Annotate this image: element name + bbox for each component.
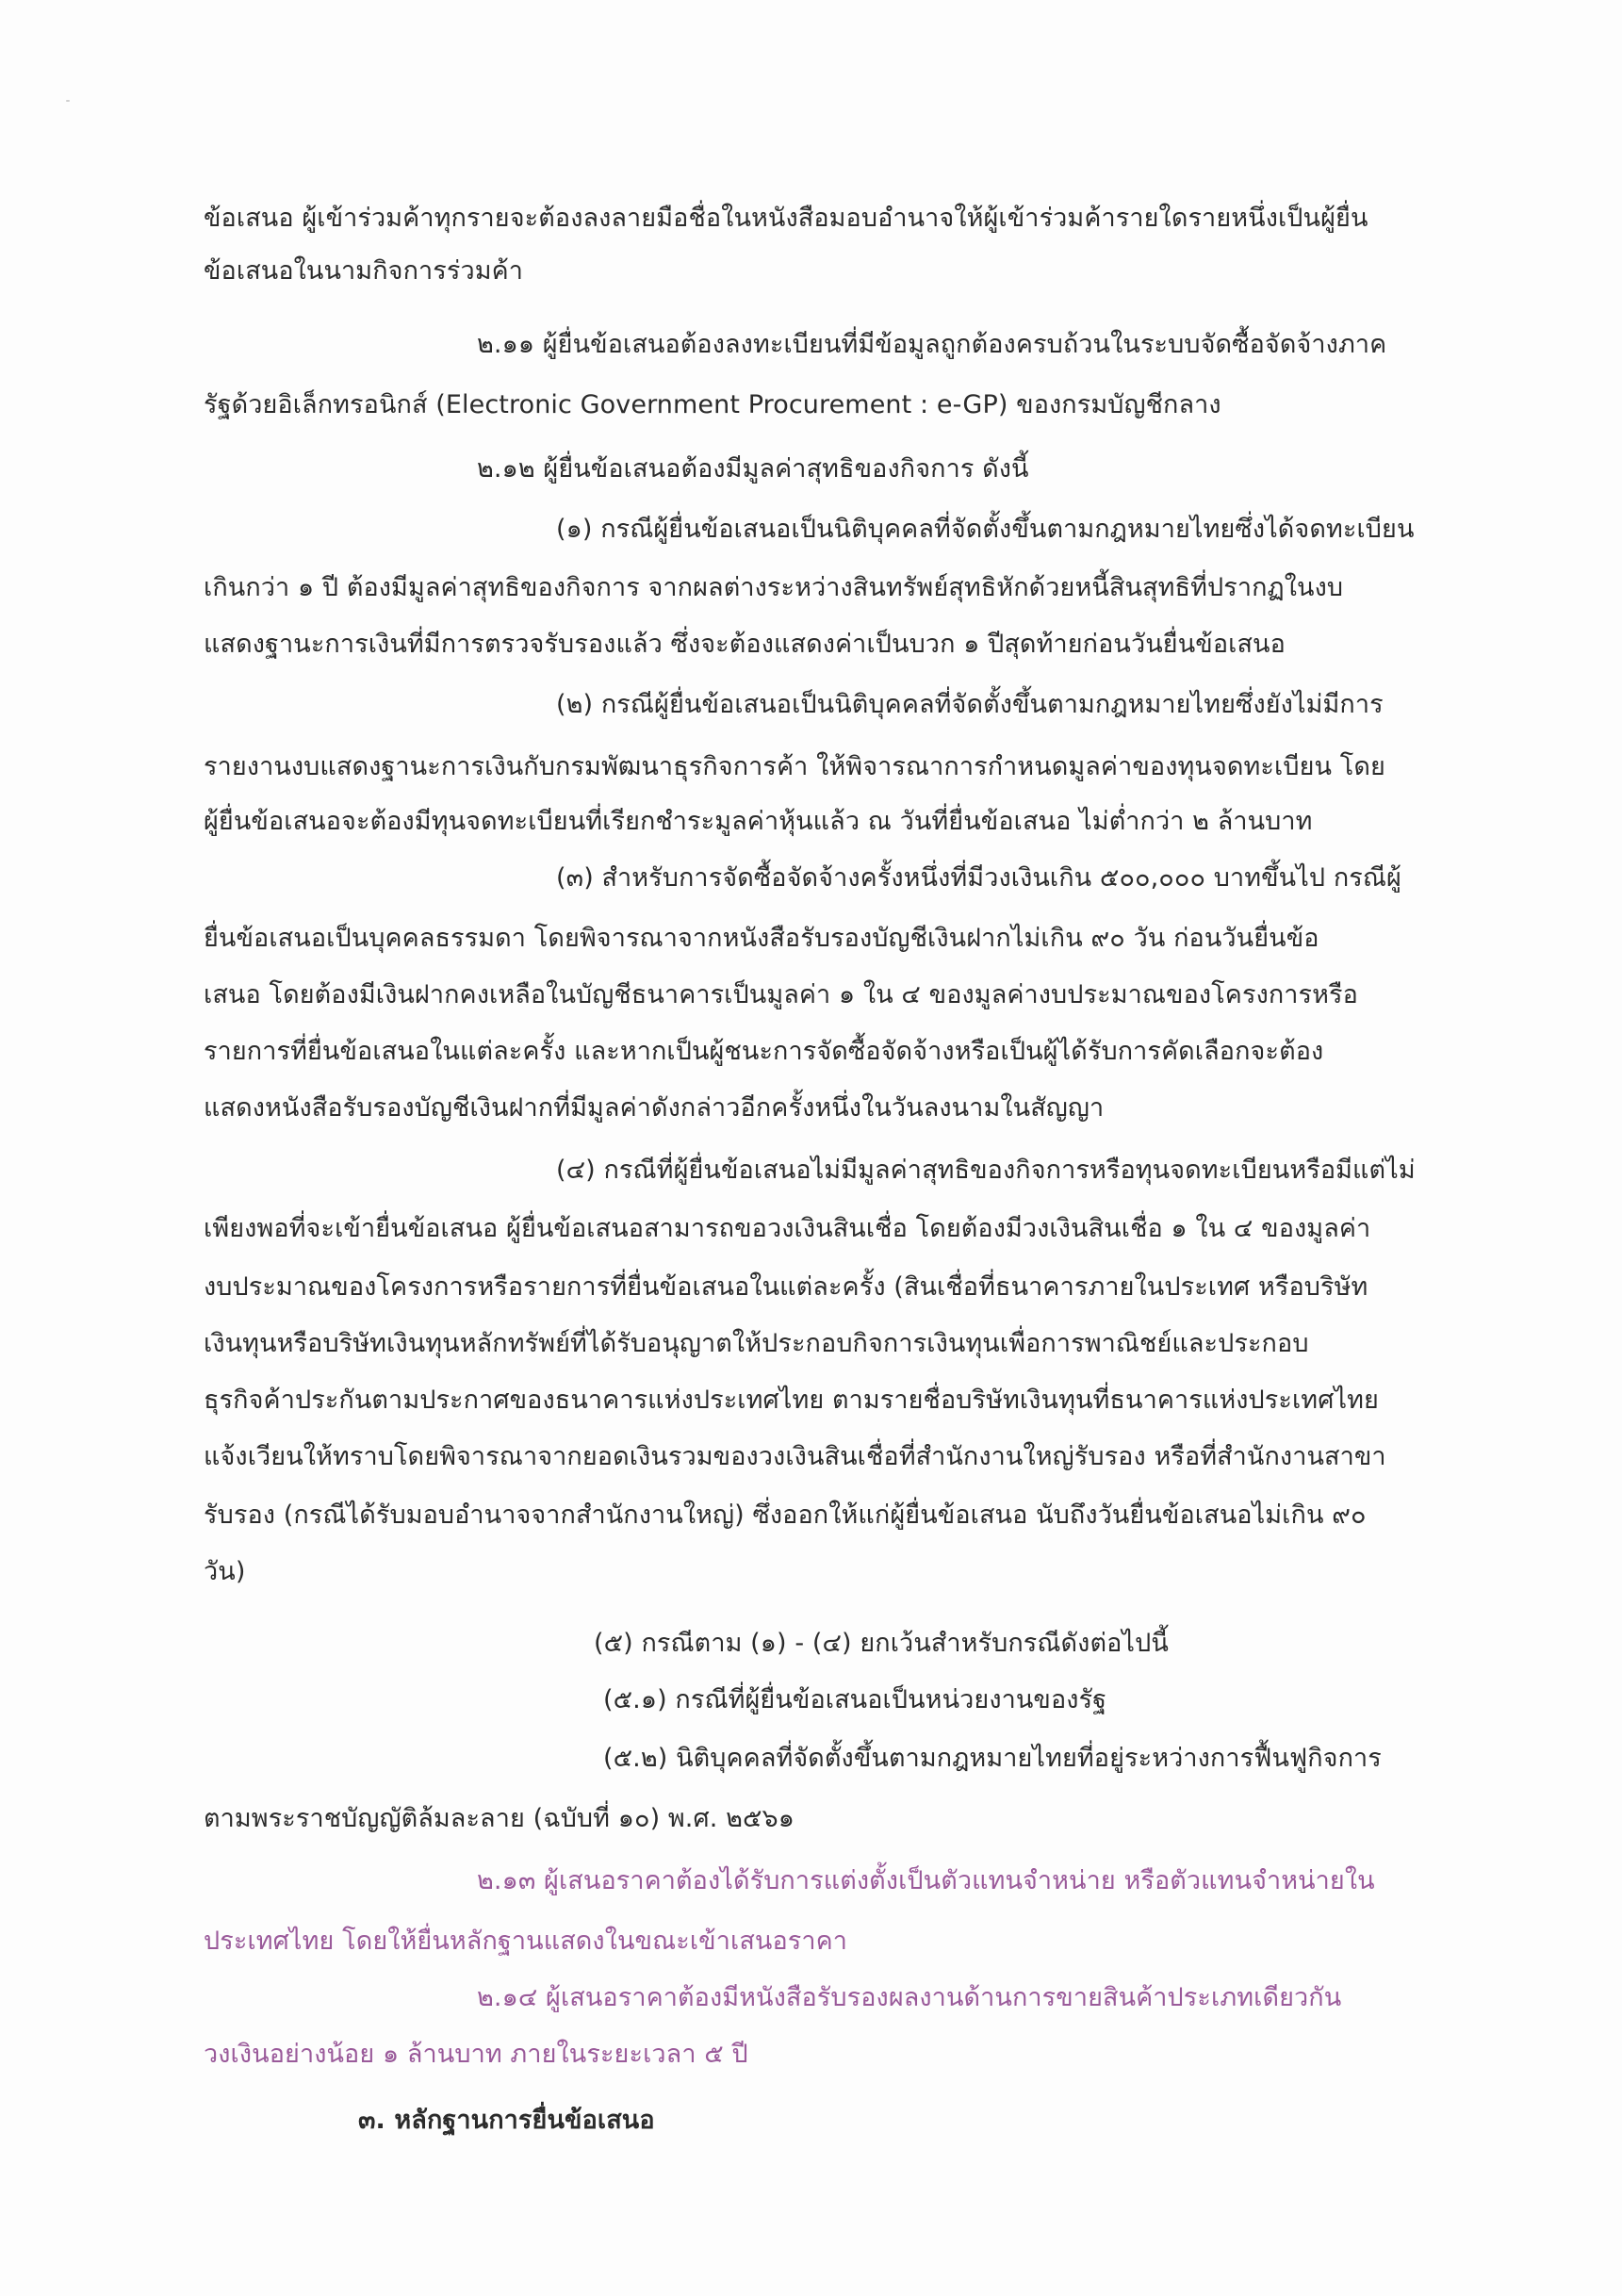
text-line: แสดงหนังสือรับรองบัญชีเงินฝากที่มีมูลค่าดังกล่าวอีกครั้งหนึ่งในวันลงนามในสัญญา	[204, 1093, 1105, 1123]
text-line: รัฐด้วยอิเล็กทรอนิกส์ (Electronic Government Procurement : e-GP) ของกรมบัญชีกลาง	[204, 390, 1221, 419]
item-1: (๑) กรณีผู้ยื่นข้อเสนอเป็นนิติบุคคลที่จัดตั้งขึ้นตามกฎหมายไทยซึ่งได้จดทะเบียน	[556, 515, 1415, 544]
text-line: งบประมาณของโครงการหรือรายการที่ยื่นข้อเสนอในแต่ละครั้ง (สินเชื่อที่ธนาคารภายในประเทศ หรือบริษัท	[204, 1272, 1368, 1302]
item-5: (๕) กรณีตาม (๑) - (๔) ยกเว้นสำหรับกรณีดังต่อไปนี้	[594, 1629, 1169, 1658]
text-line: ข้อเสนอในนามกิจการร่วมค้า	[204, 256, 524, 286]
text-line: ตามพระราชบัญญัติล้มละลาย (ฉบับที่ ๑๐) พ.ศ. ๒๕๖๑	[204, 1804, 795, 1833]
text-line: เกินกว่า ๑ ปี ต้องมีมูลค่าสุทธิของกิจการ จากผลต่างระหว่างสินทรัพย์สุทธิหักด้วยหนี้สินสุทธิที่ปรากฏในงบ	[204, 573, 1344, 602]
text-line: รายงานงบแสดงฐานะการเงินกับกรมพัฒนาธุรกิจการค้า ให้พิจารณาการกำหนดมูลค่าของทุนจดทะเบียน โดย	[204, 752, 1385, 781]
section-3-heading: ๓. หลักฐานการยื่นข้อเสนอ	[358, 2106, 655, 2135]
clause-2-13: ๒.๑๓ ผู้เสนอราคาต้องได้รับการแต่งตั้งเป็นตัวแทนจำหน่าย หรือตัวแทนจำหน่ายใน	[477, 1866, 1375, 1895]
text-line: เงินทุนหรือบริษัทเงินทุนหลักทรัพย์ที่ได้รับอนุญาตให้ประกอบกิจการเงินทุนเพื่อการพาณิชย์และประกอบ	[204, 1329, 1309, 1358]
item-5-1: (๕.๑) กรณีที่ผู้ยื่นข้อเสนอเป็นหน่วยงานของรัฐ	[603, 1685, 1107, 1714]
text-line: ธุรกิจค้าประกันตามประกาศของธนาคารแห่งประเทศไทย ตามรายชื่อบริษัทเงินทุนที่ธนาคารแห่งประเทศไทย	[204, 1386, 1379, 1415]
text-line: วัน)	[204, 1557, 246, 1586]
text-line: วงเงินอย่างน้อย ๑ ล้านบาท ภายในระยะเวลา ๕ ปี	[204, 2040, 748, 2069]
text-line: เพียงพอที่จะเข้ายื่นข้อเสนอ ผู้ยื่นข้อเสนอสามารถขอวงเงินสินเชื่อ โดยต้องมีวงเงินสินเชื่อ ๑ ใน ๔ ของมูลค่า	[204, 1214, 1371, 1243]
clause-2-12: ๒.๑๒ ผู้ยื่นข้อเสนอต้องมีมูลค่าสุทธิของกิจการ ดังนี้	[477, 454, 1029, 484]
text-line: ยื่นข้อเสนอเป็นบุคคลธรรมดา โดยพิจารณาจากหนังสือรับรองบัญชีเงินฝากไม่เกิน ๙๐ วัน ก่อนวันยื่นข้อ	[204, 924, 1319, 953]
scan-artifact	[66, 100, 70, 102]
item-5-2: (๕.๒) นิติบุคคลที่จัดตั้งขึ้นตามกฎหมายไทยที่อยู่ระหว่างการฟื้นฟูกิจการ	[603, 1744, 1382, 1773]
text-line: ประเทศไทย โดยให้ยื่นหลักฐานแสดงในขณะเข้าเสนอราคา	[204, 1927, 848, 1956]
item-3: (๓) สำหรับการจัดซื้อจัดจ้างครั้งหนึ่งที่มีวงเงินเกิน ๕๐๐,๐๐๐ บาทขึ้นไป กรณีผู้	[556, 863, 1401, 893]
text-line: เสนอ โดยต้องมีเงินฝากคงเหลือในบัญชีธนาคารเป็นมูลค่า ๑ ใน ๔ ของมูลค่างบประมาณของโครงการหรือ	[204, 980, 1358, 1009]
text-line: ผู้ยื่นข้อเสนอจะต้องมีทุนจดทะเบียนที่เรียกชำระมูลค่าหุ้นแล้ว ณ วันที่ยื่นข้อเสนอ ไม่ต่ำกว่า ๒ ล้านบาท	[204, 807, 1313, 836]
clause-2-14: ๒.๑๔ ผู้เสนอราคาต้องมีหนังสือรับรองผลงานด้านการขายสินค้าประเภทเดียวกัน	[477, 1983, 1342, 2012]
text-line: แจ้งเวียนให้ทราบโดยพิจารณาจากยอดเงินรวมของวงเงินสินเชื่อที่สำนักงานใหญ่รับรอง หรือที่สำนักงานสาขา	[204, 1442, 1386, 1471]
text-line: แสดงฐานะการเงินที่มีการตรวจรับรองแล้ว ซึ่งจะต้องแสดงค่าเป็นบวก ๑ ปีสุดท้ายก่อนวันยื่นข้อเสนอ	[204, 630, 1286, 659]
text-line: ข้อเสนอ ผู้เข้าร่วมค้าทุกรายจะต้องลงลายมือชื่อในหนังสือมอบอำนาจให้ผู้เข้าร่วมค้ารายใดรายหนึ่งเป็นผู้ยื่น	[204, 204, 1368, 233]
clause-2-11: ๒.๑๑ ผู้ยื่นข้อเสนอต้องลงทะเบียนที่มีข้อมูลถูกต้องครบถ้วนในระบบจัดซื้อจัดจ้างภาค	[477, 330, 1387, 359]
text-line: รายการที่ยื่นข้อเสนอในแต่ละครั้ง และหากเป็นผู้ชนะการจัดซื้อจัดจ้างหรือเป็นผู้ได้รับการคัดเลือกจะต้อง	[204, 1037, 1324, 1066]
text-line: รับรอง (กรณีได้รับมอบอำนาจจากสำนักงานใหญ่) ซึ่งออกให้แก่ผู้ยื่นข้อเสนอ นับถึงวันยื่นข้อเสนอไม่เกิน ๙๐	[204, 1501, 1367, 1530]
item-2: (๒) กรณีผู้ยื่นข้อเสนอเป็นนิติบุคคลที่จัดตั้งขึ้นตามกฎหมายไทยซึ่งยังไม่มีการ	[556, 690, 1384, 719]
item-4: (๔) กรณีที่ผู้ยื่นข้อเสนอไม่มีมูลค่าสุทธิของกิจการหรือทุนจดทะเบียนหรือมีแต่ไม่	[556, 1156, 1416, 1185]
